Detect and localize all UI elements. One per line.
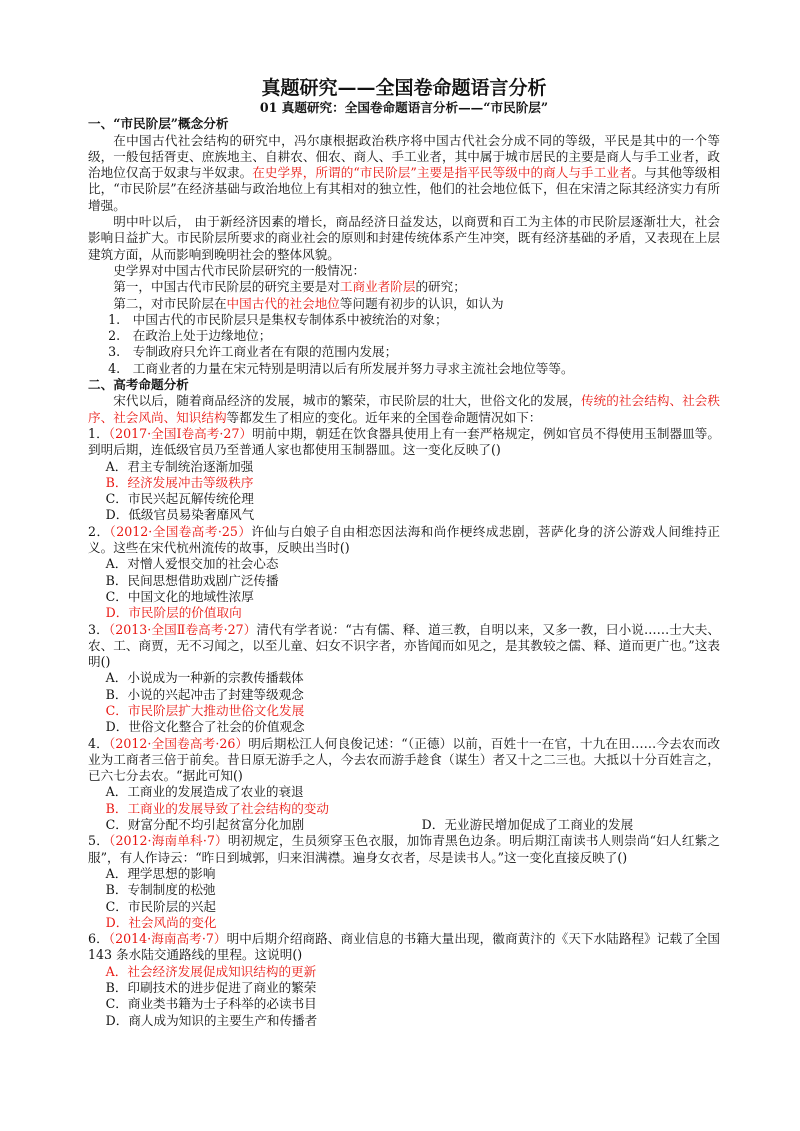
- option-d: D．无业游民增加促成了工商业的发展: [421, 817, 634, 833]
- section2-heading: 二、高考命题分析: [88, 377, 189, 393]
- question-stem: 5．（2012·海南单科·7）明初规定，生员须穿玉色衣服，加饰青黑色边条。明后期江南读书人则崇尚“妇人红紫之服”，有人作诗云：“昨日到城郭，归来泪满襟。遍身女衣者，尽是读书人。”这一变化直接反映了(): [88, 833, 720, 865]
- section1-point-2: 第二，对市民阶层在中国古代的社会地位等问题有初步的认识，如认为: [113, 295, 504, 311]
- option-b: B．小说的兴起冲击了封建等级观念: [105, 686, 304, 702]
- question-source: （2012·全国卷高考·26）: [108, 735, 249, 751]
- question-stem: 4．（2012·全国卷高考·26）明后期松江人何良俊记述：“（正德）以前，百姓十一在官，十九在田……今去农而改业为工商者三倍于前矣。昔日原无游手之人，今去农而游手趁食（谋生）者又十之二三也。大抵以十分百姓言之，已六七分去农。“据此可知(): [88, 735, 720, 784]
- list-item: 2. 在政治上处于边缘地位；: [108, 328, 272, 344]
- option-a: A．对憎人爱恨交加的社会心态: [105, 556, 279, 572]
- highlight-merchant: 工商业者阶层: [339, 279, 416, 295]
- document-subtitle: 01 真题研究：全国卷命题语言分析——“市民阶层”: [259, 100, 549, 115]
- option-d: D．低级官员易染奢靡风气: [105, 507, 255, 523]
- question-5: [88, 833, 720, 931]
- option-d-answer: D．市民阶层的价值取向: [105, 605, 242, 621]
- question-2: [88, 524, 720, 622]
- question-3: [88, 622, 720, 736]
- question-stem: 3．（2013·全国Ⅱ卷高考·27）清代有学者说：“古有儒、释、道三教，自明以来，又多一教，曰小说……士大夫、农、工、商贾，无不习闻之，以至儿童、妇女不识字者，亦皆闻而如见之，是其教较之儒、释、道而更广也。”这表明(): [88, 621, 720, 670]
- highlight-structure: 传统的社会结构、社会秩序、社会风尚、知识结构: [88, 393, 721, 425]
- option-d: D．世俗文化整合了社会的价值观念: [105, 719, 305, 735]
- question-4: [88, 736, 720, 834]
- list-item: 4. 工商业者的力量在宋元特别是明清以后有所发展并努力寻求主流社会地位等等。: [108, 360, 574, 376]
- option-c: C．商业类书籍为士子科举的必读书目: [105, 996, 317, 1012]
- option-b: B．民间思想借助戏剧广泛传播: [105, 572, 279, 588]
- option-a: A．小说成为一种新的宗教传播载体: [105, 670, 304, 686]
- option-a: A．理学思想的影响: [105, 865, 216, 881]
- question-stem: 1．（2017·全国Ⅰ卷高考·27）明前中期，朝廷在饮食器具使用上有一套严格规定，例如官员不得使用玉制器皿等。到明后期，连低级官员乃至普通人家也都使用玉制器皿。这一变化反映了(): [88, 425, 721, 458]
- question-source: （2014·海南高考·7）: [108, 931, 227, 947]
- question-source: （2012·全国卷高考·25）: [109, 523, 252, 539]
- section1-paragraph-2: 明中叶以后， 由于新经济因素的增长，商品经济日益发达，以商贾和百工为主体的市民阶层逐渐壮大，社会影响日益扩大。市民阶层所要求的商业社会的原则和封建传统体系产生冲突，既有经济基础的矛盾，又表现在上层建筑方面，从而影响到晚明社会的整体风貌。: [88, 214, 720, 262]
- section1-paragraph-3: 史学界对中国古代市民阶层研究的一般情况：: [113, 262, 366, 278]
- option-c: C．中国文化的地域性浓厚: [105, 588, 254, 604]
- highlight-status: 中国古代的社会地位: [226, 295, 340, 311]
- question-source: （2013·全国Ⅱ卷高考·27）: [108, 621, 257, 637]
- option-d: D．商人成为知识的主要生产和传播者: [105, 1012, 318, 1028]
- option-c: C．市民阶层的兴起: [105, 898, 217, 914]
- list-item: 3. 专制政府只允许工商业者在有限的范围内发展；: [108, 344, 398, 360]
- option-b-answer: B．经济发展冲击等级秩序: [105, 474, 254, 490]
- list-item: 1. 中国古代的市民阶层只是集权专制体系中被统治的对象；: [108, 311, 448, 327]
- question-1: [88, 426, 720, 524]
- section1-list: [88, 312, 720, 377]
- question-stem: 2．（2012·全国卷高考·25）许仙与白娘子自由相恋因法海和尚作梗终成悲剧，菩萨化身的济公游戏人间维持正义。这些在宋代杭州流传的故事，反映出当时(): [88, 523, 720, 556]
- option-b: B．专制制度的松弛: [105, 882, 216, 898]
- highlight-definition: 在史学界，所谓的“市民阶层”主要是指平民等级中的商人与手工业者: [252, 165, 632, 181]
- section1-heading: 一、“市民阶层”概念分析: [88, 116, 229, 132]
- question-6: [88, 931, 720, 1029]
- question-stem: 6．（2014·海南高考·7）明中后期介绍商路、商业信息的书籍大量出现，徽商黄汴的《天下水陆路程》记载了全国 143 条水陆交通路线的里程。这说明(): [88, 931, 721, 963]
- option-d-answer: D．社会风尚的变化: [105, 914, 217, 930]
- document-title: 真题研究——全国卷命题语言分析: [261, 77, 547, 99]
- question-source: （2017·全国Ⅰ卷高考·27）: [108, 425, 253, 441]
- option-row: [88, 817, 720, 833]
- option-a-answer: A．社会经济发展促成知识结构的更新: [105, 963, 317, 979]
- question-source: （2012·海南单科·7）: [108, 833, 228, 849]
- option-a: A．工商业的发展造成了农业的衰退: [105, 784, 304, 800]
- section2-intro: 宋代以后，随着商品经济的发展，城市的繁荣，市民阶层的壮大，世俗文化的发展，传统的社会结构、社会秩序、社会风尚、知识结构等都发生了相应的变化。近年来的全国卷命题情况如下：: [88, 393, 721, 425]
- option-b: B．印刷技术的进步促进了商业的繁荣: [105, 980, 317, 996]
- section1-paragraph-1: 在中国古代社会结构的研究中，冯尔康根据政治秩序将中国古代社会分成不同的等级，平民是其中的一个等级，一般包括胥吏、庶族地主、自耕农、佃农、商人、手工业者，其中属于城市居民的主要是商人与手工业者，政治地位仅高于奴隶与半奴隶。在史学界，所谓的“市民阶层”主要是指平民等级中的商人与手工业者。与其他等级相比，“市民阶层”在经济基础与政治地位上有其相对的独立性，他们的社会地位低下，但在宋清之际其经济实力有所增强。: [88, 132, 721, 213]
- document-page: [88, 76, 720, 1029]
- option-b-answer: B．工商业的发展导致了社会结构的变动: [105, 800, 329, 816]
- option-c: C．市民兴起瓦解传统伦理: [105, 491, 254, 507]
- section1-point-1: 第一，中国古代市民阶层的研究主要是对工商业者阶层的研究；: [113, 279, 466, 295]
- option-c-answer: C．市民阶层扩大推动世俗文化发展: [105, 702, 305, 718]
- option-a: A．君主专制统治逐渐加强: [105, 458, 254, 474]
- option-c: C．财富分配不均引起贫富分化加剧: [105, 817, 305, 833]
